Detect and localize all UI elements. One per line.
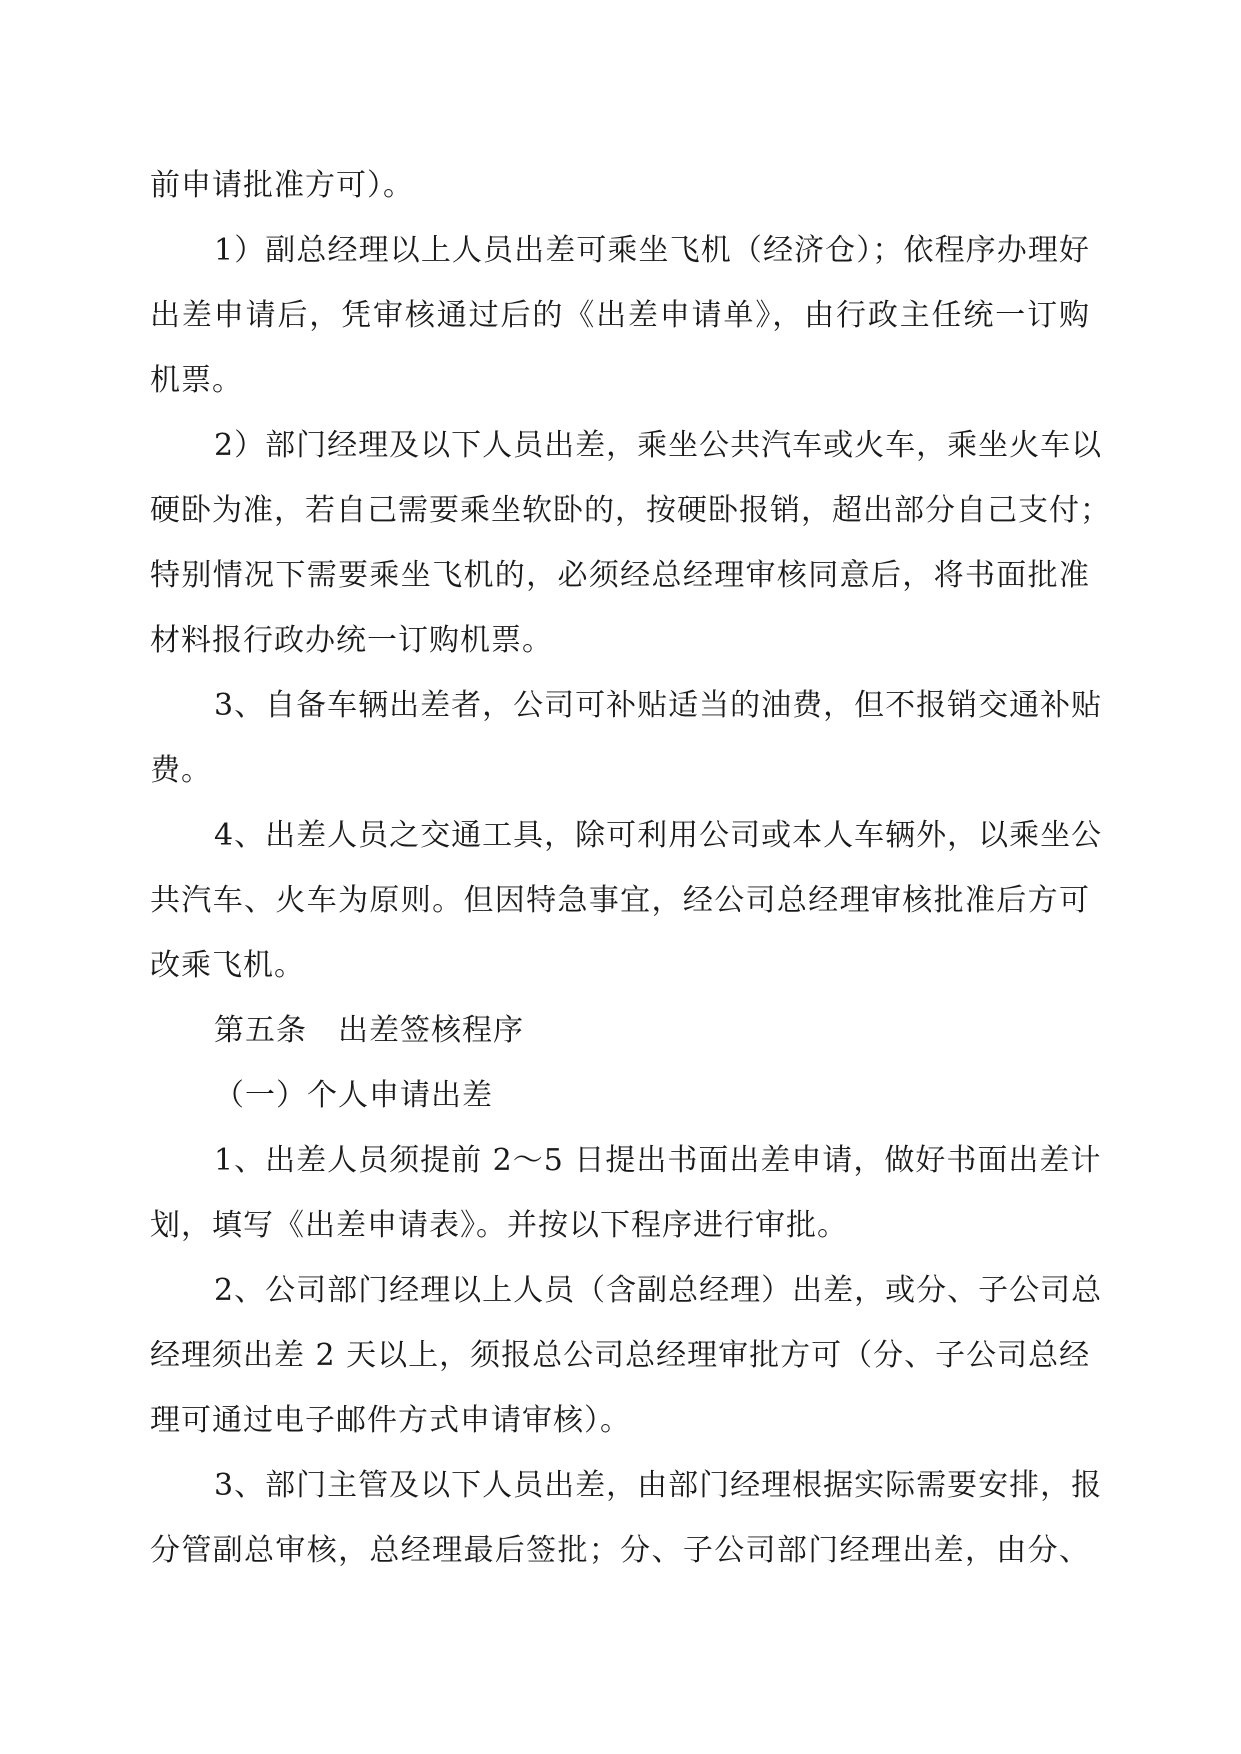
text-line: 经理须出差 2 天以上，须报总公司总经理审批方可（分、子公司总经 bbox=[150, 1338, 1091, 1373]
text-line: 2、公司部门经理以上人员（含副总经理）出差，或分、子公司总 bbox=[214, 1273, 1103, 1308]
text-line: 出差申请后，凭审核通过后的《出差申请单》，由行政主任统一订购 bbox=[150, 298, 1090, 333]
text-line: 3、部门主管及以下人员出差，由部门经理根据实际需要安排，报 bbox=[214, 1468, 1103, 1503]
text-line: 机票。 bbox=[150, 363, 243, 398]
text-line: 改乘飞机。 bbox=[150, 948, 305, 983]
subsection-heading: （一）个人申请出差 bbox=[214, 1078, 493, 1113]
text-line: 分管副总审核，总经理最后签批；分、子公司部门经理出差，由分、 bbox=[150, 1533, 1090, 1568]
text-line: 1）副总经理以上人员出差可乘坐飞机（经济仓）；依程序办理好 bbox=[214, 233, 1090, 268]
text-line: 1、出差人员须提前 2～5 日提出书面出差申请，做好书面出差计 bbox=[214, 1143, 1102, 1178]
text-line: 理可通过电子邮件方式申请审核）。 bbox=[150, 1403, 631, 1438]
text-line: 费。 bbox=[150, 753, 212, 788]
text-line: 2）部门经理及以下人员出差，乘坐公共汽车或火车，乘坐火车以 bbox=[214, 428, 1103, 463]
text-line: 硬卧为准，若自己需要乘坐软卧的，按硬卧报销，超出部分自己支付； bbox=[150, 493, 1111, 528]
document-page bbox=[150, 153, 1111, 1583]
section-heading: 第五条 出差签核程序 bbox=[214, 1013, 524, 1048]
text-line: 划，填写《出差申请表》。并按以下程序进行审批。 bbox=[150, 1208, 848, 1243]
text-line: 4、出差人员之交通工具，除可利用公司或本人车辆外，以乘坐公 bbox=[214, 818, 1103, 853]
text-line: 前申请批准方可）。 bbox=[150, 168, 414, 203]
text-line: 材料报行政办统一订购机票。 bbox=[150, 623, 553, 658]
text-line: 特别情况下需要乘坐飞机的，必须经总经理审核同意后，将书面批准 bbox=[150, 558, 1090, 593]
text-line: 3、自备车辆出差者，公司可补贴适当的油费，但不报销交通补贴 bbox=[214, 688, 1103, 723]
text-line: 共汽车、火车为原则。但因特急事宜，经公司总经理审核批准后方可 bbox=[150, 883, 1090, 918]
